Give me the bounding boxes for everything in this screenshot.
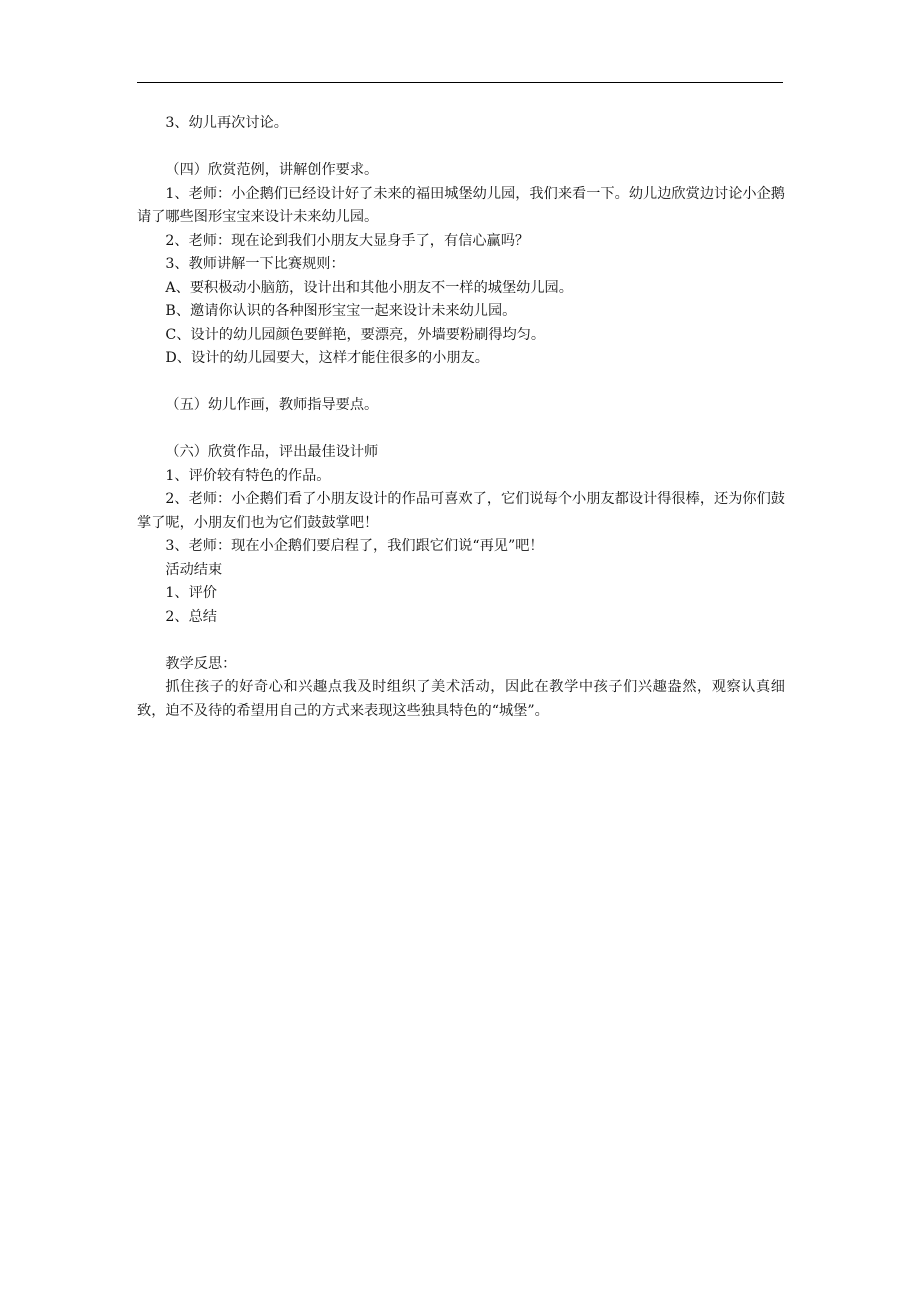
paragraph: 2、总结 — [165, 608, 217, 625]
rule-item: D、设计的幼儿园要大，这样才能住很多的小朋友。 — [165, 350, 489, 366]
paragraph: 1、评价 — [165, 585, 217, 601]
paragraph-gap — [137, 136, 785, 160]
paragraph: 1、评价较有特色的作品。 — [165, 467, 331, 484]
section-heading: 教学反思： — [165, 655, 237, 672]
paragraph-gap — [137, 629, 785, 653]
paragraph-gap — [137, 371, 785, 395]
section-heading: 活动结束 — [165, 561, 223, 578]
paragraph: 3、老师：现在小企鹅们要启程了，我们跟它们说“再见”吧！ — [165, 538, 544, 554]
paragraph: 3、教师讲解一下比赛规则： — [165, 256, 345, 272]
document-body — [137, 112, 785, 723]
paragraph: 2、老师：现在论到我们小朋友大显身手了，有信心赢吗？ — [165, 232, 530, 249]
header-rule — [137, 82, 783, 83]
paragraph-gap — [137, 418, 785, 442]
rule-item: B、邀请你认识的各种图形宝宝一起来设计未来幼儿园。 — [165, 303, 517, 319]
paragraph: 1、老师：小企鹅们已经设计好了未来的福田城堡幼儿园，我们来看一下。幼儿边欣赏边讨论小企鹅请了哪些图形宝宝来设计未来幼儿园。 — [137, 185, 785, 225]
rule-item: C、设计的幼儿园颜色要鲜艳，要漂亮，外墙要粉刷得均匀。 — [165, 326, 546, 343]
paragraph: 抓住孩子的好奇心和兴趣点我及时组织了美术活动，因此在教学中孩子们兴趣盎然，观察认真细致，迫不及待的希望用自己的方式来表现这些独具特色的“城堡”。 — [137, 679, 785, 719]
paragraph: 3、幼儿再次讨论。 — [165, 115, 288, 131]
section-heading: （四）欣赏范例，讲解创作要求。 — [165, 162, 379, 178]
section-heading: （六）欣赏作品，评出最佳设计师 — [165, 444, 379, 460]
section-heading: （五）幼儿作画，教师指导要点。 — [165, 397, 379, 413]
rule-item: A、要积极动小脑筋，设计出和其他小朋友不一样的城堡幼儿园。 — [165, 279, 573, 296]
paragraph: 2、老师：小企鹅们看了小朋友设计的作品可喜欢了，它们说每个小朋友都设计得很棒，还为你们鼓掌了呢，小朋友们也为它们鼓鼓掌吧！ — [137, 491, 785, 531]
